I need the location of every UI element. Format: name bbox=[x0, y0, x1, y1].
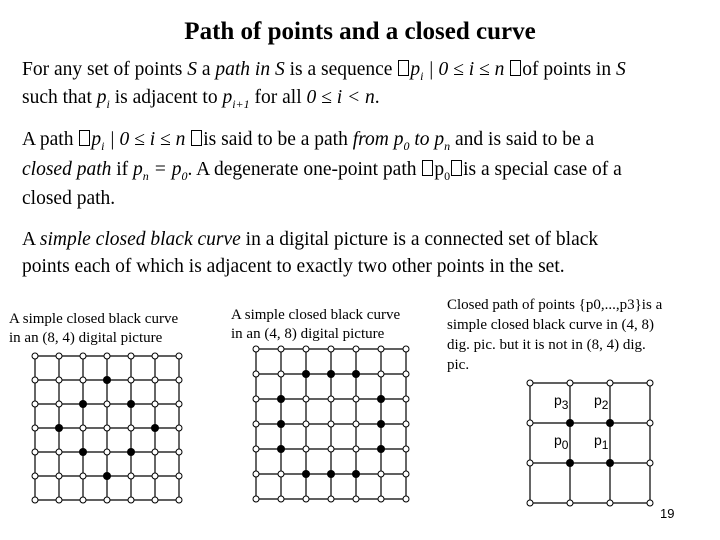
white-point bbox=[353, 496, 359, 502]
point-p3 bbox=[566, 419, 574, 427]
white-point bbox=[527, 380, 533, 386]
brace-left-glyph bbox=[398, 60, 409, 76]
white-point bbox=[80, 497, 86, 503]
definition-closed-path-line2: closed path if $p_n = p_0$. A degenerate one-point path $p_0$ is a special case of a bbox=[22, 159, 622, 183]
white-point bbox=[378, 346, 384, 352]
white-point bbox=[104, 497, 110, 503]
white-point bbox=[176, 473, 182, 479]
white-point bbox=[303, 446, 309, 452]
white-point bbox=[328, 496, 334, 502]
white-point bbox=[80, 425, 86, 431]
white-point bbox=[328, 446, 334, 452]
white-point bbox=[176, 377, 182, 383]
black-point bbox=[55, 424, 63, 432]
white-point bbox=[403, 446, 409, 452]
black-point bbox=[352, 370, 360, 378]
definition-path-line1: For any set of points S a path in S is a sequence $p_i$ | 0 ≤ i ≤ n of points in S bbox=[22, 59, 626, 83]
white-point bbox=[253, 471, 259, 477]
white-point bbox=[56, 473, 62, 479]
caption-left: A simple closed black curve in an (8, 4) digital picture bbox=[9, 311, 179, 346]
definition-closed-path-line3: closed path. bbox=[22, 188, 116, 209]
white-point bbox=[353, 396, 359, 402]
white-point bbox=[56, 449, 62, 455]
black-point bbox=[277, 445, 285, 453]
white-point bbox=[607, 500, 613, 506]
white-point bbox=[328, 396, 334, 402]
white-point bbox=[176, 353, 182, 359]
white-point bbox=[32, 497, 38, 503]
white-point bbox=[56, 377, 62, 383]
white-point bbox=[104, 353, 110, 359]
brace-right-glyph bbox=[191, 130, 202, 146]
white-point bbox=[328, 346, 334, 352]
label-p0: $p_0$ bbox=[554, 432, 569, 452]
white-point bbox=[403, 396, 409, 402]
white-point bbox=[303, 496, 309, 502]
white-point bbox=[56, 497, 62, 503]
white-point bbox=[80, 473, 86, 479]
white-point bbox=[527, 460, 533, 466]
white-point bbox=[353, 446, 359, 452]
white-point bbox=[527, 420, 533, 426]
white-point bbox=[403, 346, 409, 352]
black-point bbox=[327, 370, 335, 378]
white-point bbox=[378, 371, 384, 377]
black-point bbox=[277, 395, 285, 403]
white-point bbox=[253, 446, 259, 452]
black-point bbox=[377, 395, 385, 403]
white-point bbox=[152, 401, 158, 407]
white-point bbox=[378, 496, 384, 502]
label-p1: $p_1$ bbox=[594, 432, 609, 452]
white-point bbox=[607, 380, 613, 386]
white-point bbox=[104, 449, 110, 455]
white-point bbox=[152, 497, 158, 503]
black-point bbox=[352, 470, 360, 478]
white-point bbox=[176, 425, 182, 431]
white-point bbox=[152, 449, 158, 455]
caption-right: Closed path of points {p0,...,p3}is a simple closed black curve in (4, 8) dig. pic. but it is not in (8, 4) dig. pic. bbox=[447, 297, 663, 373]
white-point bbox=[567, 380, 573, 386]
black-point bbox=[127, 400, 135, 408]
white-point bbox=[176, 497, 182, 503]
white-point bbox=[128, 497, 134, 503]
grid-closed-path-figure bbox=[530, 383, 650, 503]
caption-middle: A simple closed black curve in an (4, 8) digital picture bbox=[231, 307, 401, 342]
brace-left-glyph bbox=[422, 160, 433, 176]
black-point bbox=[79, 448, 87, 456]
point-p1 bbox=[606, 459, 614, 467]
white-point bbox=[278, 371, 284, 377]
brace-left-glyph bbox=[79, 130, 90, 146]
white-point bbox=[104, 401, 110, 407]
white-point bbox=[303, 396, 309, 402]
white-point bbox=[32, 473, 38, 479]
white-point bbox=[253, 421, 259, 427]
black-point bbox=[277, 420, 285, 428]
white-point bbox=[32, 353, 38, 359]
definition-path-line2: such that $p_i$ is adjacent to $p_{i+1}$ for all 0 ≤ i < n. bbox=[22, 87, 380, 111]
white-point bbox=[32, 449, 38, 455]
white-point bbox=[128, 353, 134, 359]
white-point bbox=[128, 377, 134, 383]
definition-closed-path-line1: A path $p_i$ | 0 ≤ i ≤ n is said to be a path from $p_0$ to $p_n$ and is said to be a bbox=[22, 129, 595, 153]
white-point bbox=[32, 425, 38, 431]
white-point bbox=[303, 346, 309, 352]
white-point bbox=[80, 377, 86, 383]
white-point bbox=[128, 425, 134, 431]
white-point bbox=[278, 496, 284, 502]
black-point bbox=[103, 472, 111, 480]
black-point bbox=[151, 424, 159, 432]
white-point bbox=[253, 396, 259, 402]
black-point bbox=[79, 400, 87, 408]
point-p2 bbox=[606, 419, 614, 427]
white-point bbox=[253, 371, 259, 377]
brace-right-glyph bbox=[451, 160, 462, 176]
white-point bbox=[56, 401, 62, 407]
white-point bbox=[253, 496, 259, 502]
white-point bbox=[128, 473, 134, 479]
definition-curve-line2: points each of which is adjacent to exactly two other points in the set. bbox=[22, 256, 565, 277]
white-point bbox=[176, 401, 182, 407]
white-point bbox=[278, 471, 284, 477]
black-point bbox=[377, 420, 385, 428]
white-point bbox=[353, 346, 359, 352]
white-point bbox=[647, 420, 653, 426]
white-point bbox=[152, 473, 158, 479]
white-point bbox=[647, 500, 653, 506]
white-point bbox=[80, 353, 86, 359]
white-point bbox=[32, 401, 38, 407]
white-point bbox=[527, 500, 533, 506]
white-point bbox=[403, 496, 409, 502]
page-title: Path of points and a closed curve bbox=[184, 18, 536, 45]
grid-8-4-figure bbox=[35, 356, 179, 500]
black-point bbox=[327, 470, 335, 478]
white-point bbox=[647, 380, 653, 386]
white-point bbox=[104, 425, 110, 431]
white-point bbox=[403, 371, 409, 377]
black-point bbox=[377, 445, 385, 453]
white-point bbox=[403, 421, 409, 427]
white-point bbox=[303, 421, 309, 427]
brace-right-glyph bbox=[510, 60, 521, 76]
white-point bbox=[32, 377, 38, 383]
white-point bbox=[353, 421, 359, 427]
label-p3: $p_3$ bbox=[554, 392, 569, 412]
white-point bbox=[152, 353, 158, 359]
label-p2: $p_2$ bbox=[594, 392, 609, 412]
white-point bbox=[567, 500, 573, 506]
page-number: 19 bbox=[660, 506, 675, 521]
grid-4-8-figure bbox=[256, 349, 406, 499]
white-point bbox=[152, 377, 158, 383]
white-point bbox=[278, 346, 284, 352]
definition-curve-line1: A simple closed black curve in a digital picture is a connected set of black bbox=[22, 229, 599, 250]
white-point bbox=[378, 471, 384, 477]
black-point bbox=[302, 370, 310, 378]
black-point bbox=[302, 470, 310, 478]
white-point bbox=[176, 449, 182, 455]
point-p0 bbox=[566, 459, 574, 467]
white-point bbox=[647, 460, 653, 466]
white-point bbox=[403, 471, 409, 477]
white-point bbox=[253, 346, 259, 352]
white-point bbox=[328, 421, 334, 427]
black-point bbox=[127, 448, 135, 456]
black-point bbox=[103, 376, 111, 384]
white-point bbox=[56, 353, 62, 359]
